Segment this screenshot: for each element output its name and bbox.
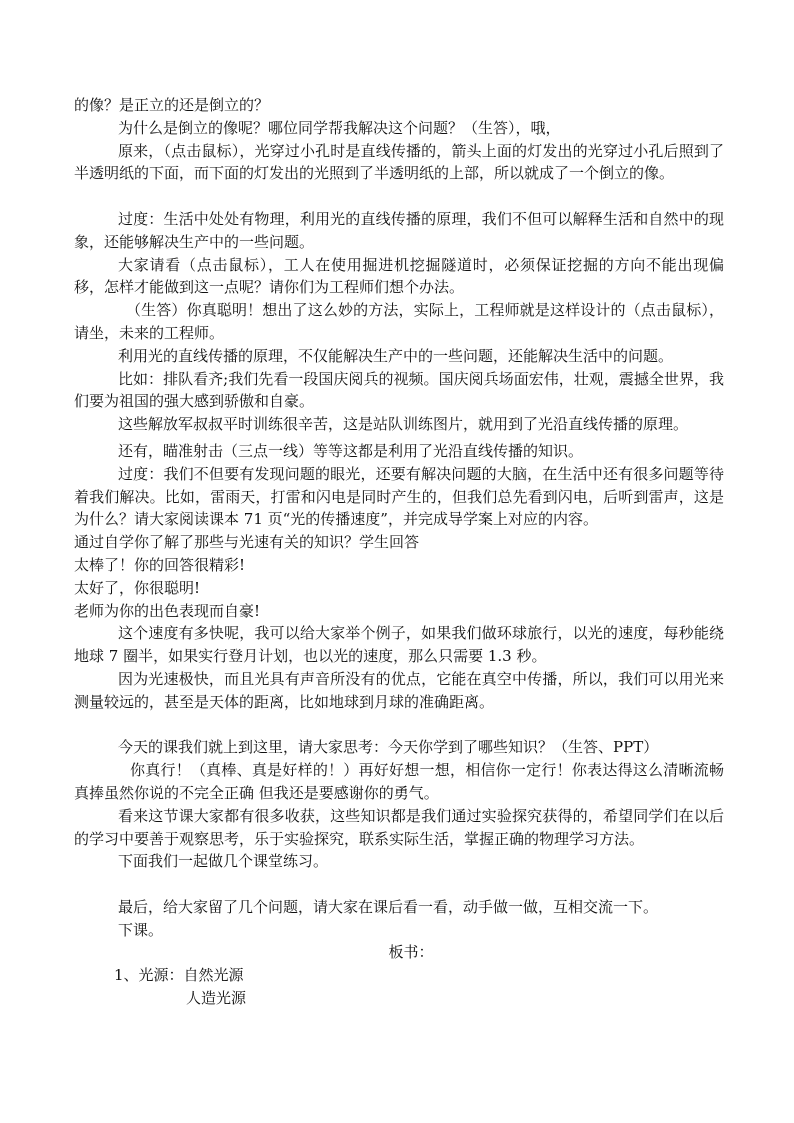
paragraph: 你真行！（真棒、真是好样的！）再好好想一想，相信你一定行！你表达得这么清晰流畅 真捧虽然你说的不完全正确 但我还是要感谢你的勇气。 — [74, 761, 724, 802]
paragraph: 看来这节课大家都有很多收获，这些知识都是我们通过实验探究获得的，希望同学们在以后的学习中要善于观察思考，乐于实验探究，联系实际生活，掌握正确的物理学习方法。 — [74, 806, 724, 848]
paragraph: 过度：我们不但要有发现问题的眼光，还要有解决问题的大脑，在生活中还有很多问题等待着我们解决。比如，雷雨天，打雷和闪电是同时产生的，但我们总先看到闪电，后听到雷声，这是为什么？请大家阅读课本 71 页“光的传播速度”，并完成导学案上对应的内容。 — [74, 464, 724, 529]
paragraph: 太好了，你很聪明! — [74, 578, 201, 597]
paragraph: 老师为你的出色表现而自豪! — [74, 601, 261, 620]
paragraph: 通过自学你了解了那些与光速有关的知识？学生回答 — [74, 533, 420, 552]
blank-line — [74, 714, 724, 737]
paragraph: 因为光速极快，而且光具有声音所没有的优点，它能在真空中传播，所以，我们可以用光来测量较远的，甚至是天体的距离，比如地球到月球的准确距离。 — [74, 669, 724, 711]
board-line: 人造光源 — [186, 989, 247, 1008]
paragraph: 这些解放军叔叔平时训练很辛苦，这是站队训练图片，就用到了光沿直线传播的原理。 — [118, 415, 689, 434]
paragraph: 还有，瞄准射击（三点一线）等等这都是利用了光沿直线传播的知识。 — [118, 441, 584, 460]
blank-line — [74, 185, 724, 208]
paragraph: 太棒了！你的回答很精彩! — [74, 555, 246, 574]
paragraph: 为什么是倒立的像呢？哪位同学帮我解决这个问题？（生答），哦， — [118, 118, 561, 137]
paragraph: 比如：排队看齐;我们先看一段国庆阅兵的视频。国庆阅兵场面宏伟，壮观，震撼全世界，我们要为祖国的强大感到骄傲和自豪。 — [74, 369, 724, 411]
paragraph: 利用光的直线传播的原理，不仅能解决生产中的一些问题，还能解决生活中的问题。 — [118, 346, 674, 365]
paragraph: 大家请看（点击鼠标），工人在使用掘进机挖掘隧道时，必须保证挖掘的方向不能出现偏移，怎样才能做到这一点呢？请你们为工程师们想个办法。 — [74, 255, 724, 297]
paragraph: 原来，（点击鼠标），光穿过小孔时是直线传播的，箭头上面的灯发出的光穿过小孔后照到了半透明纸的下面，而下面的灯发出的光照到了半透明纸的上部，所以就成了一个倒立的像。 — [74, 141, 724, 183]
paragraph: 下课。 — [118, 920, 164, 939]
paragraph: 的像？是正立的还是倒立的？ — [74, 96, 270, 114]
paragraph: 下面我们一起做几个课堂练习。 — [118, 852, 329, 871]
paragraph: 过度：生活中处处有物理，利用光的直线传播的原理，我们不但可以解释生活和自然中的现象，还能够解决生产中的一些问题。 — [74, 209, 724, 251]
paragraph: 最后，给大家留了几个问题，请大家在课后看一看，动手做一做，互相交流一下。 — [118, 897, 659, 916]
blank-line — [74, 873, 724, 896]
paragraph: 今天的课我们就上到这里，请大家思考：今天你学到了哪些知识？（生答、PPT） — [118, 738, 659, 757]
paragraph: 这个速度有多快呢，我可以给大家举个例子，如果我们做环球旅行，以光的速度，每秒能绕地球 7 圈半，如果实行登月计划，也以光的速度，那么只需要 1.3 秒。 — [74, 624, 724, 666]
paragraph: （生答）你真聪明！想出了这么妙的方法，实际上，工程师就是这样设计的（点击鼠标），请坐，未来的工程师。 — [74, 301, 724, 342]
document-body — [74, 94, 724, 1010]
board-title: 板书： — [388, 943, 434, 962]
board-line: 1、光源：自然光源 — [114, 966, 244, 985]
